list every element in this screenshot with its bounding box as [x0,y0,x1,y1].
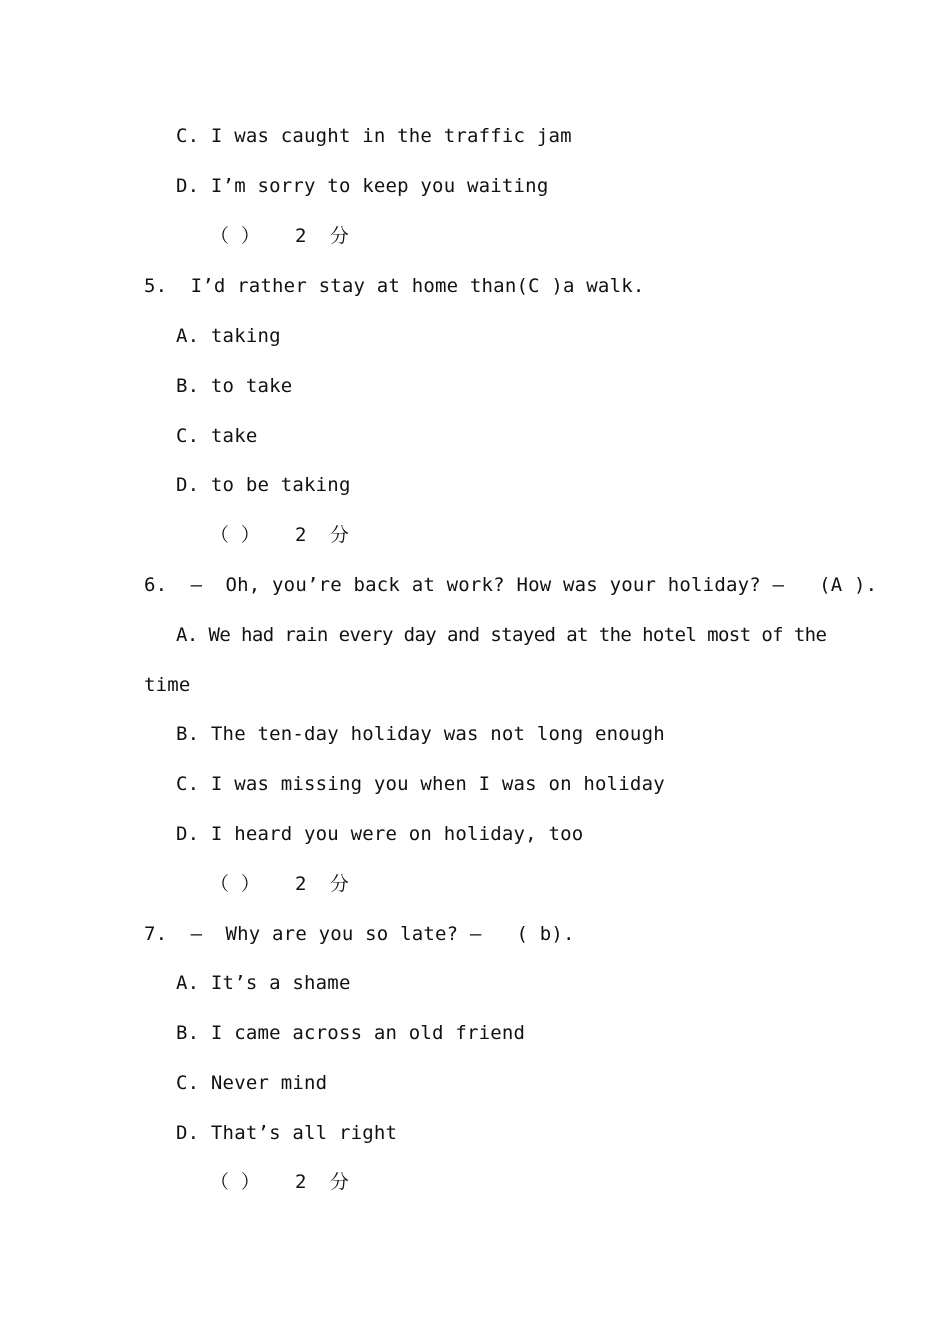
option-letter: B. [176,1022,200,1044]
option-b [176,373,292,399]
option-c [176,1070,327,1096]
option-letter: B. [176,375,200,397]
option-text: take [210,425,258,447]
option-d [176,173,548,199]
option-text: Never mind [210,1072,328,1094]
option-letter: A. [176,325,200,347]
option-c [176,771,665,797]
option-letter: D. [176,1122,200,1144]
option-letter: C. [176,425,200,447]
option-b [176,721,665,747]
option-letter: A. [176,624,198,646]
score-label: （ ） 2 分 [210,1171,350,1193]
option-d [176,1120,397,1146]
question-stem: I’d rather stay at home than(C )a walk. [190,275,645,297]
option-letter: D. [176,474,200,496]
option-text: to be taking [210,474,351,496]
score-label: （ ） 2 分 [210,524,350,546]
option-c [176,123,572,149]
option-letter: D. [176,175,200,197]
option-a [176,622,826,648]
option-letter: D. [176,823,200,845]
score-label: （ ） 2 分 [210,225,350,247]
option-continuation: time [144,674,191,696]
option-d [176,821,583,847]
option-b [176,1020,525,1046]
question-number: 7. [144,923,168,945]
option-text: I was missing you when I was on holiday [210,773,665,795]
option-letter: B. [176,723,200,745]
option-d [176,472,351,498]
question-6 [144,572,877,598]
question-5 [144,273,644,299]
option-text: I’m sorry to keep you waiting [210,175,549,197]
question-stem: — Why are you so late? — ( b). [190,923,575,945]
option-text: I heard you were on holiday, too [210,823,584,845]
option-letter: C. [176,1072,200,1094]
question-stem: — Oh, you’re back at work? How was your holiday? — (A ). [190,574,878,596]
option-a [176,970,351,996]
option-c [176,423,257,449]
option-text: We had rain every day and stayed at the hotel most of the [208,624,827,646]
score-label: （ ） 2 分 [210,873,350,895]
option-letter: A. [176,972,200,994]
question-number: 6. [144,574,168,596]
option-text: taking [210,325,281,347]
option-letter: C. [176,125,200,147]
option-text: I was caught in the traffic jam [210,125,572,147]
option-letter: C. [176,773,200,795]
option-text: to take [210,375,293,397]
option-text: The ten-day holiday was not long enough [210,723,665,745]
option-a [176,323,281,349]
option-text: That’s all right [210,1122,398,1144]
option-text: It’s a shame [210,972,351,994]
question-number: 5. [144,275,168,297]
option-text: I came across an old friend [210,1022,526,1044]
question-7 [144,921,575,947]
